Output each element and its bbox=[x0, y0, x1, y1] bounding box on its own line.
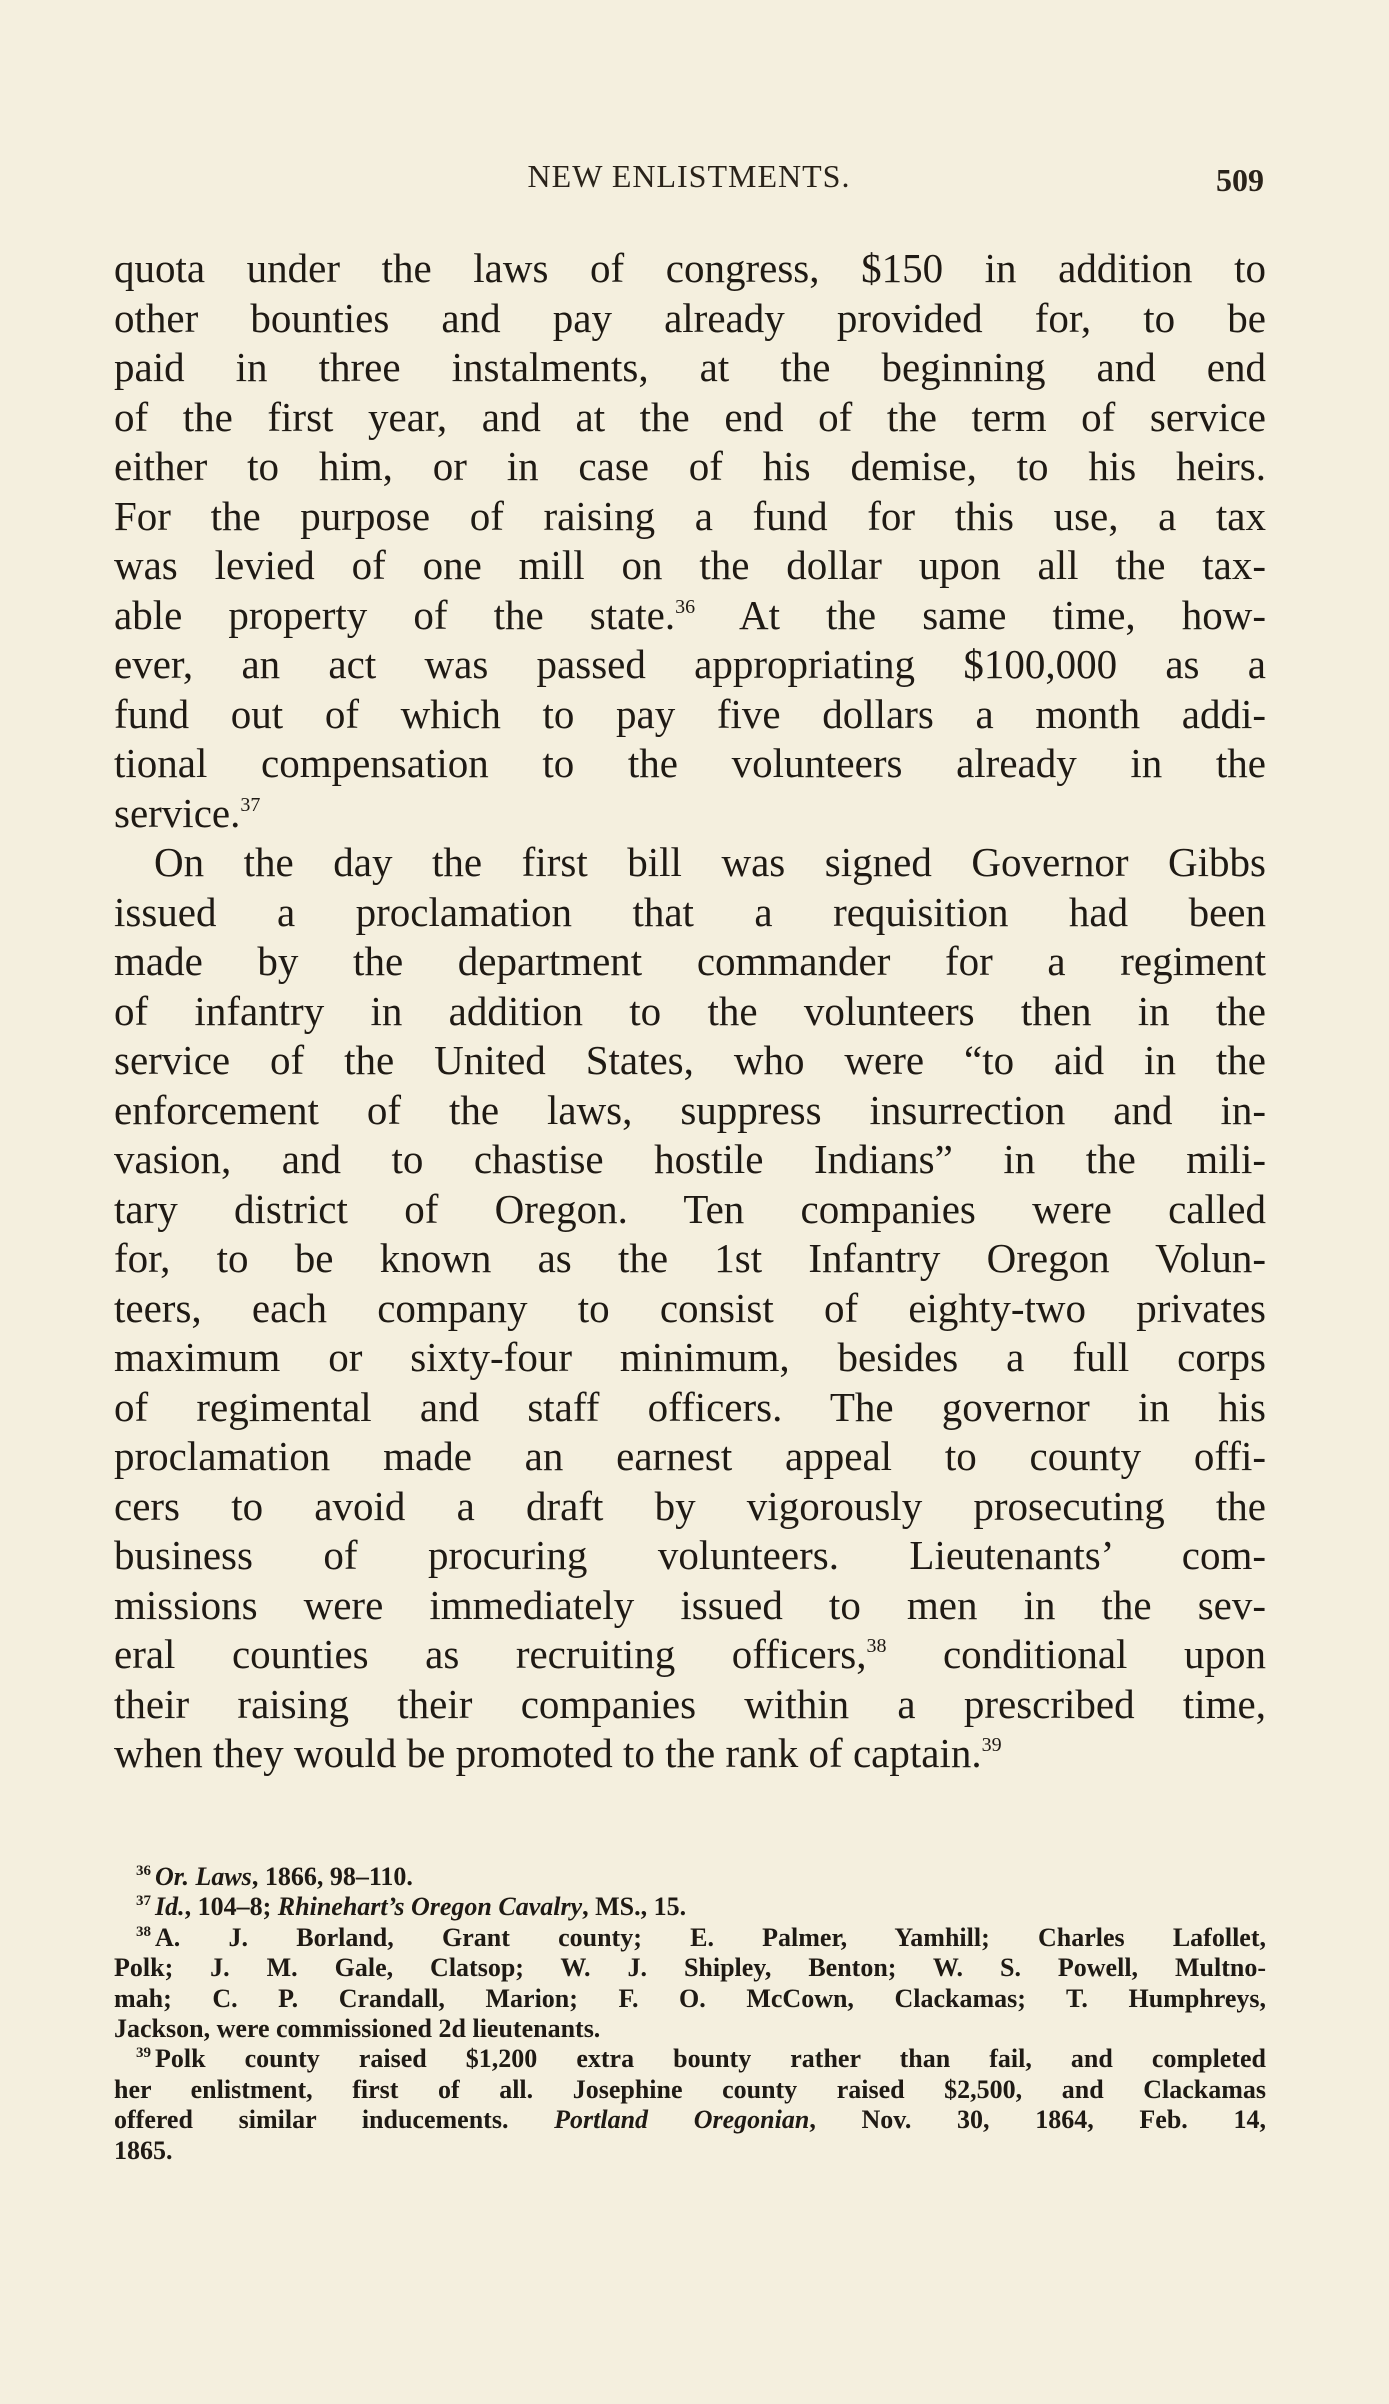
footnote-38-line: Jackson, were commissioned 2d lieutenants. bbox=[114, 2013, 601, 2043]
footnote-38-line: mah; C. P. Crandall, Marion; F. O. McCown, Clackamas; T. Humphreys, bbox=[114, 1983, 1266, 2013]
footnote-ref-39[interactable]: 39 bbox=[981, 1734, 1002, 1756]
body-line-text: eral counties as recruiting officers, bbox=[114, 1631, 867, 1677]
body-line: ever, an act was passed appropriating $100,000 as a bbox=[114, 641, 1266, 687]
footnote-source: Portland Oregonian bbox=[554, 2105, 810, 2135]
footnotes bbox=[114, 1862, 1266, 2166]
footnote-source: Rhinehart’s Oregon Cavalry bbox=[277, 1892, 583, 1922]
body-line: service of the United States, who were “to aid in the bbox=[114, 1037, 1266, 1083]
body-line: enforcement of the laws, suppress insurrection and in- bbox=[114, 1086, 1266, 1133]
body-line-text: At the same time, how- bbox=[695, 591, 1266, 638]
running-title: NEW ENLISTMENTS. bbox=[527, 158, 851, 194]
body-line: tional compensation to the volunteers already in the bbox=[114, 740, 1266, 786]
body-text bbox=[114, 244, 1266, 1779]
footnote-ref-36[interactable]: 36 bbox=[675, 595, 696, 618]
footnote-text: Polk county raised $1,200 extra bounty rather than fail, and completed bbox=[155, 2044, 1266, 2074]
body-line: of regimental and staff officers. The governor in his bbox=[114, 1383, 1266, 1430]
body-line: either to him, or in case of his demise, to his heirs. bbox=[114, 443, 1266, 489]
footnote-mark: 36 bbox=[136, 1863, 151, 1879]
footnote-text: , 1866, 98–110. bbox=[251, 1862, 413, 1891]
body-line: paid in three instalments, at the beginning and end bbox=[114, 344, 1266, 390]
body-line: For the purpose of raising a fund for this use, a tax bbox=[114, 492, 1266, 539]
body-line bbox=[114, 1729, 1266, 1779]
footnote-38-line: Polk; J. M. Gale, Clatsop; W. J. Shipley, Benton; W. S. Powell, Multno- bbox=[114, 1953, 1266, 1983]
body-line bbox=[114, 591, 1266, 641]
body-line: vasion, and to chastise hostile Indians” in the mili- bbox=[114, 1136, 1266, 1182]
body-line: proclamation made an earnest appeal to county offi- bbox=[114, 1433, 1266, 1479]
footnote-text: offered similar inducements. bbox=[114, 2105, 555, 2135]
body-line: quota under the laws of congress, $150 in addition to bbox=[114, 245, 1266, 291]
body-line: other bounties and pay already provided for, to be bbox=[114, 294, 1266, 341]
footnote-38 bbox=[114, 1923, 1266, 1953]
footnote-text: A. J. Borland, Grant county; E. Palmer, Yamhill; Charles Lafollet, bbox=[155, 1922, 1266, 1952]
footnote-39-line bbox=[114, 2105, 1266, 2135]
footnote-39-line: 1865. bbox=[114, 2135, 173, 2165]
body-line: issued a proclamation that a requisition had been bbox=[114, 888, 1266, 935]
body-line: was levied of one mill on the dollar upon all the tax- bbox=[114, 542, 1266, 588]
body-line: of infantry in addition to the volunteers then in the bbox=[114, 987, 1266, 1034]
body-line: teers, each company to consist of eighty-two privates bbox=[114, 1284, 1266, 1331]
body-line: cers to avoid a draft by vigorously prosecuting the bbox=[114, 1482, 1266, 1529]
footnote-mark: 38 bbox=[136, 1923, 151, 1940]
body-line: missions were immediately issued to men in the sev- bbox=[114, 1581, 1266, 1628]
body-line-text: conditional upon bbox=[886, 1631, 1266, 1677]
footnote-mark: 37 bbox=[136, 1893, 151, 1910]
footnote-mark: 39 bbox=[136, 2045, 151, 2062]
body-line: On the day the first bill was signed Governor Gibbs bbox=[154, 839, 1266, 885]
body-line: fund out of which to pay five dollars a month addi- bbox=[114, 690, 1266, 737]
footnote-39-line: her enlistment, first of all. Josephine county raised $2,500, and Clackamas bbox=[114, 2074, 1266, 2104]
body-line-text: when they would be promoted to the rank of captain. bbox=[114, 1730, 982, 1776]
footnote-source: Or. Laws bbox=[155, 1862, 252, 1891]
body-line bbox=[114, 789, 1266, 839]
body-line: their raising their companies within a prescribed time, bbox=[114, 1680, 1266, 1727]
body-line: business of procuring volunteers. Lieutenants’ com- bbox=[114, 1532, 1266, 1578]
body-line-text: service. bbox=[114, 789, 241, 836]
body-line: made by the department commander for a regiment bbox=[114, 938, 1266, 984]
page-number: 509 bbox=[1216, 162, 1264, 198]
footnote-text: , 104–8; bbox=[184, 1892, 278, 1922]
body-line: tary district of Oregon. Ten companies were called bbox=[114, 1185, 1266, 1232]
footnote-36 bbox=[114, 1862, 1266, 1892]
footnote-37 bbox=[114, 1892, 1266, 1922]
body-line bbox=[114, 1630, 1266, 1680]
running-head bbox=[114, 158, 1264, 206]
footnote-source: Id. bbox=[155, 1892, 185, 1922]
body-line-text: able property of the state. bbox=[114, 591, 676, 638]
footnote-ref-38[interactable]: 38 bbox=[866, 1635, 887, 1657]
footnote-text: , MS., 15. bbox=[582, 1892, 687, 1922]
footnote-text: , Nov. 30, 1864, Feb. 14, bbox=[809, 2105, 1266, 2135]
body-line: for, to be known as the 1st Infantry Oregon Volun- bbox=[114, 1235, 1266, 1281]
footnote-39 bbox=[114, 2044, 1266, 2074]
body-line: of the first year, and at the end of the term of service bbox=[114, 393, 1266, 440]
body-line: maximum or sixty-four minimum, besides a full corps bbox=[114, 1334, 1266, 1380]
footnote-ref-37[interactable]: 37 bbox=[240, 793, 261, 816]
